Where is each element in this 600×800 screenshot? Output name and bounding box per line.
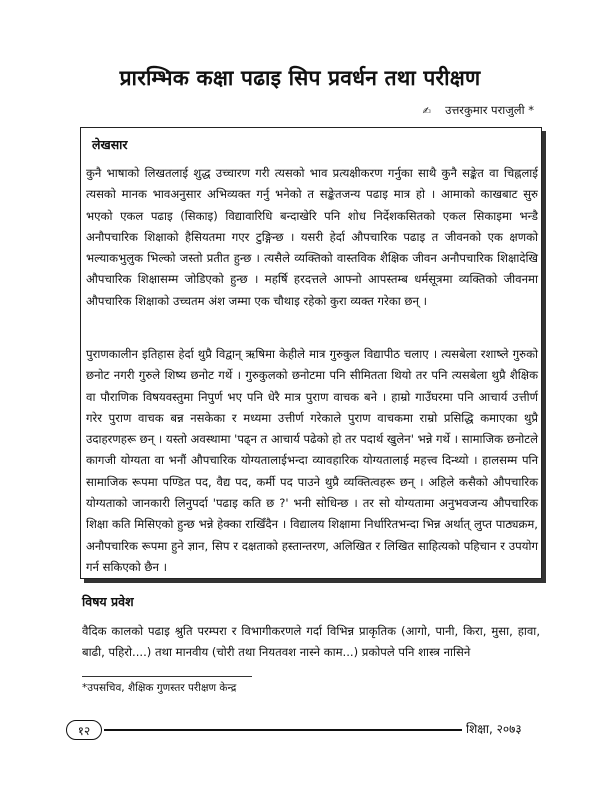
footer-rule xyxy=(104,729,462,731)
page-number: १२ xyxy=(66,720,102,740)
footnote: *उपसचिव, शैक्षिक गुणस्तर परीक्षण केन्द्र xyxy=(82,682,237,694)
author-name: उत्तरकुमार पराजुली * xyxy=(445,103,534,117)
abstract-heading: लेखसार xyxy=(92,137,128,152)
abstract-paragraph-2: पुराणकालीन इतिहास हेर्दा थुप्रै विद्वान् ऋषिमा केहीले मात्र गुरुकुल विद्यापीठ चलाए । त्यसबेला रशाष्ले गुरुको छनोट नगरी गुरुले शिष्य छनोट गर्थे । गुरुकुलको छनोटमा पनि सीमितता थियो तर पनि त्यसबेला थुप्रै शैक्षिक वा पौराणिक विषयवस्तुमा निपुर्ण भए पनि धेरै मात्र पुराण वाचक बने । हाम्रो गाउँघरमा पनि आचार्य उत्तीर्ण गरेर पुराण वाचक बन्न नसकेका र मध्यमा उत्तीर्ण गरेकाले पुराण वाचकमा राम्रो प्रसिद्धि कमाएका थुप्रै उदाहरणहरू छन् । यस्तो अवस्थामा 'पढ्न त आचार्य पढेको हो तर पदार्थ खुलेन' भन्ने गर्थे । सामाजिक छनोटले कागजी योग्यता वा भनौं औपचारिक योग्यतालाईभन्दा व्यावहारिक योग्यतालाई महत्त्व दिन्थ्यो । हालसम्म पनि सामाजिक रूपमा पण्डित पद, वैद्य पद, कर्मी पद पाउने थुप्रै व्यक्तित्वहरू छन् । अहिले कसैको औपचारिक योग्यताको जानकारी लिनुपर्दा 'पढाइ कति छ ?' भनी सोधिन्छ । तर सो योग्यतामा अनुभवजन्य औपचारिक शिक्षा कति मिसिएको हुन्छ भन्ने हेक्का राखिँदैन । विद्यालय शिक्षामा निर्धारितभन्दा भिन्न अर्थात् लुप्त पाठ्यक्रम, अनौपचारिक रूपमा हुने ज्ञान, सिप र दक्षताको हस्तान्तरण, अलिखित र लिखित साहित्यको पहिचान र उपयोग गर्न सकिएको छैन । xyxy=(86,347,538,574)
body-paragraph: वैदिक कालको पढाइ श्रुति परम्परा र विभागीकरणले गर्दा विभिन्न प्राकृतिक (आगो, पानी, किरा, मुसा, हावा, बाढी, पहिरो....) तथा मानवीय (चोरी तथा नियतवश नास्ने काम...) प्रकोपले पनि शास्त्र नासिने xyxy=(82,624,540,659)
abstract-paragraph-1: कुनै भाषाको लिखतलाई शुद्ध उच्चारण गरी त्यसको भाव प्रत्यक्षीकरण गर्नुका साथै कुनै सङ्केत वा चिह्नलाई त्यसको मानक भावअनुसार अभिव्यक्त गर्नु भनेको त सङ्केतजन्य पढाइ मात्र हो । आमाको काखबाट सुरु भएको एकल पढाइ (सिकाइ) विद्यावारिधि बन्दाखेरि पनि शोध निर्देशकसितको एकल सिकाइमा भन्डै अनौपचारिक शिक्षाको हैसियतमा गएर टुङ्गिन्छ । यसरी हेर्दा औपचारिक पढाइ त जीवनको एक क्षणको भल्याकभुलुक भिल्को जस्तो प्रतीत हुन्छ । त्यसैले व्यक्तिको वास्तविक शैक्षिक जीवन अनौपचारिक शिक्षादेखि औपचारिक शिक्षासम्म जोडिएको हुन्छ । महर्षि हरदत्तले आफ्नो आपस्तम्ब धर्मसूत्रमा व्यक्तिको जीवनमा औपचारिक शिक्षाको उच्चतम अंश जम्मा एक चौथाइ रहेको कुरा व्यक्त गरेका छन् । xyxy=(86,166,538,308)
author-line xyxy=(423,103,534,118)
section-heading: विषय प्रवेश xyxy=(82,594,134,609)
article-title: प्रारम्भिक कक्षा पढाइ सिप प्रवर्धन तथा परीक्षण xyxy=(119,66,481,90)
journal-name: शिक्षा, २०७३ xyxy=(466,722,522,736)
footnote-rule xyxy=(82,676,252,677)
pen-icon: ✍ xyxy=(422,106,432,117)
